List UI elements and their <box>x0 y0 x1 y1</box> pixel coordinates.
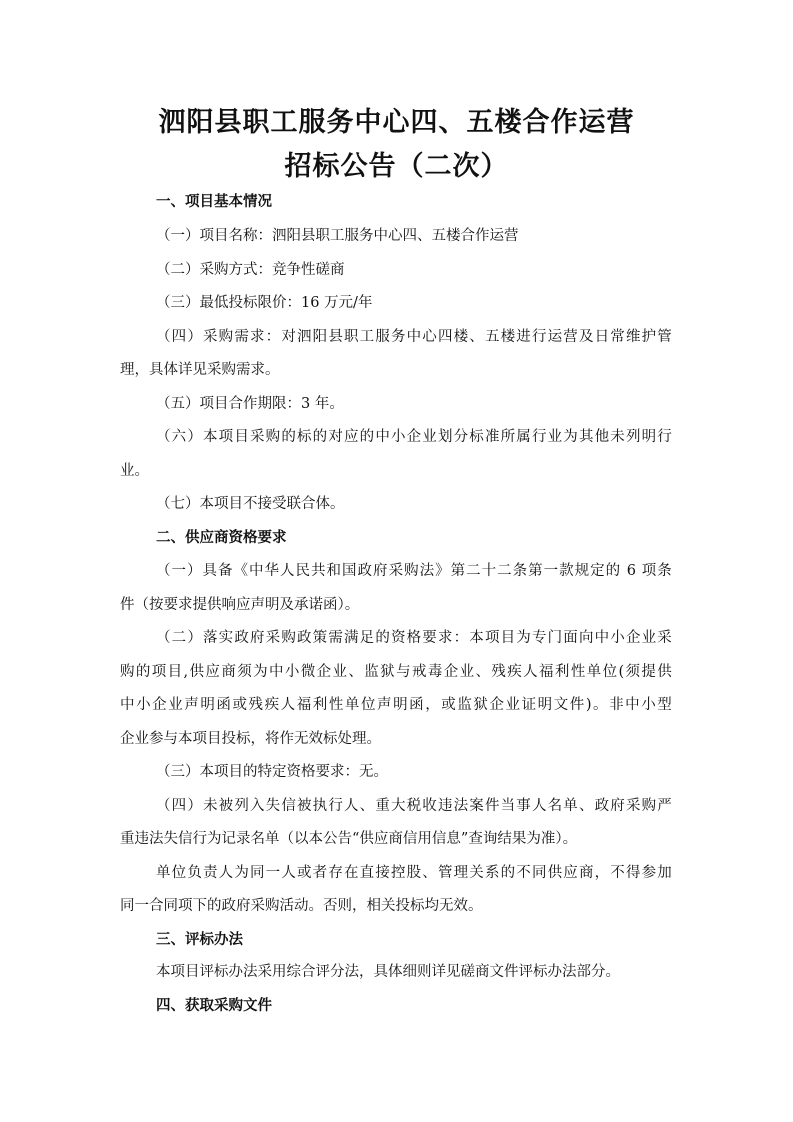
qualification-1-line-2: 件（按要求提供响应声明及承诺函）。 <box>120 597 360 613</box>
procurement-method-line: （二）采购方式：竞争性磋商 <box>156 262 345 278</box>
max-bid-price-line: （三）最低投标限价：16 万元/年 <box>156 295 373 311</box>
section-heading-qualification: 二、供应商资格要求 <box>156 530 287 546</box>
procurement-requirement-line-2: 理，具体详见采购需求。 <box>120 362 280 378</box>
qualification-2-line-3: 中小企业声明函或残疾人福利性单位声明函，或监狱企业证明文件)。非中小型 <box>120 697 672 713</box>
project-name-line: （一）项目名称：泗阳县职工服务中心四、五楼合作运营 <box>156 228 519 244</box>
qualification-2-line-4: 企业参与本项目投标，将作无效标处理。 <box>120 731 381 747</box>
document-title-line2: 招标公告（二次） <box>284 151 509 182</box>
qualification-3-line: （三）本项目的特定资格要求：无。 <box>156 764 388 780</box>
same-responsible-person-line-2: 同一合同项下的政府采购活动。否则，相关投标均无效。 <box>120 898 483 914</box>
document-title-line1: 泗阳县职工服务中心四、五楼合作运营 <box>158 107 635 138</box>
evaluation-method-line: 本项目评标办法采用综合评分法，具体细则详见磋商文件评标办法部分。 <box>156 964 620 980</box>
qualification-2-line-1: （二）落实政府采购政策需满足的资格要求：本项目为专门面向中小企业采 <box>156 630 672 646</box>
qualification-2-line-2: 购的项目,供应商须为中小微企业、监狱与戒毒企业、残疾人福利性单位(须提供 <box>120 664 672 680</box>
section-heading-basic-info: 一、项目基本情况 <box>156 194 272 210</box>
same-responsible-person-line-1: 单位负责人为同一人或者存在直接控股、管理关系的不同供应商，不得参加 <box>156 865 672 881</box>
qualification-4-line-1: （四）未被列入失信被执行人、重大税收违法案件当事人名单、政府采购严 <box>156 798 672 814</box>
section-heading-obtain-documents: 四、获取采购文件 <box>156 998 272 1014</box>
no-consortium-line: （七）本项目不接受联合体。 <box>156 496 345 512</box>
sme-industry-line-1: （六）本项目采购的标的对应的中小企业划分标准所属行业为其他未列明行 <box>156 429 672 445</box>
qualification-4-line-2: 重违法失信行为记录名单（以本公告“供应商信用信息”查询结果为准）。 <box>120 831 578 847</box>
sme-industry-line-2: 业。 <box>120 463 149 479</box>
qualification-1-line-1: （一）具备《中华人民共和国政府采购法》第二十二条第一款规定的 6 项条 <box>156 563 672 579</box>
section-heading-evaluation: 三、评标办法 <box>156 932 243 948</box>
procurement-requirement-line-1: （四）采购需求：对泗阳县职工服务中心四楼、五楼进行运营及日常维护管 <box>156 329 672 345</box>
cooperation-period-line: （五）项目合作期限：3 年。 <box>156 396 344 412</box>
